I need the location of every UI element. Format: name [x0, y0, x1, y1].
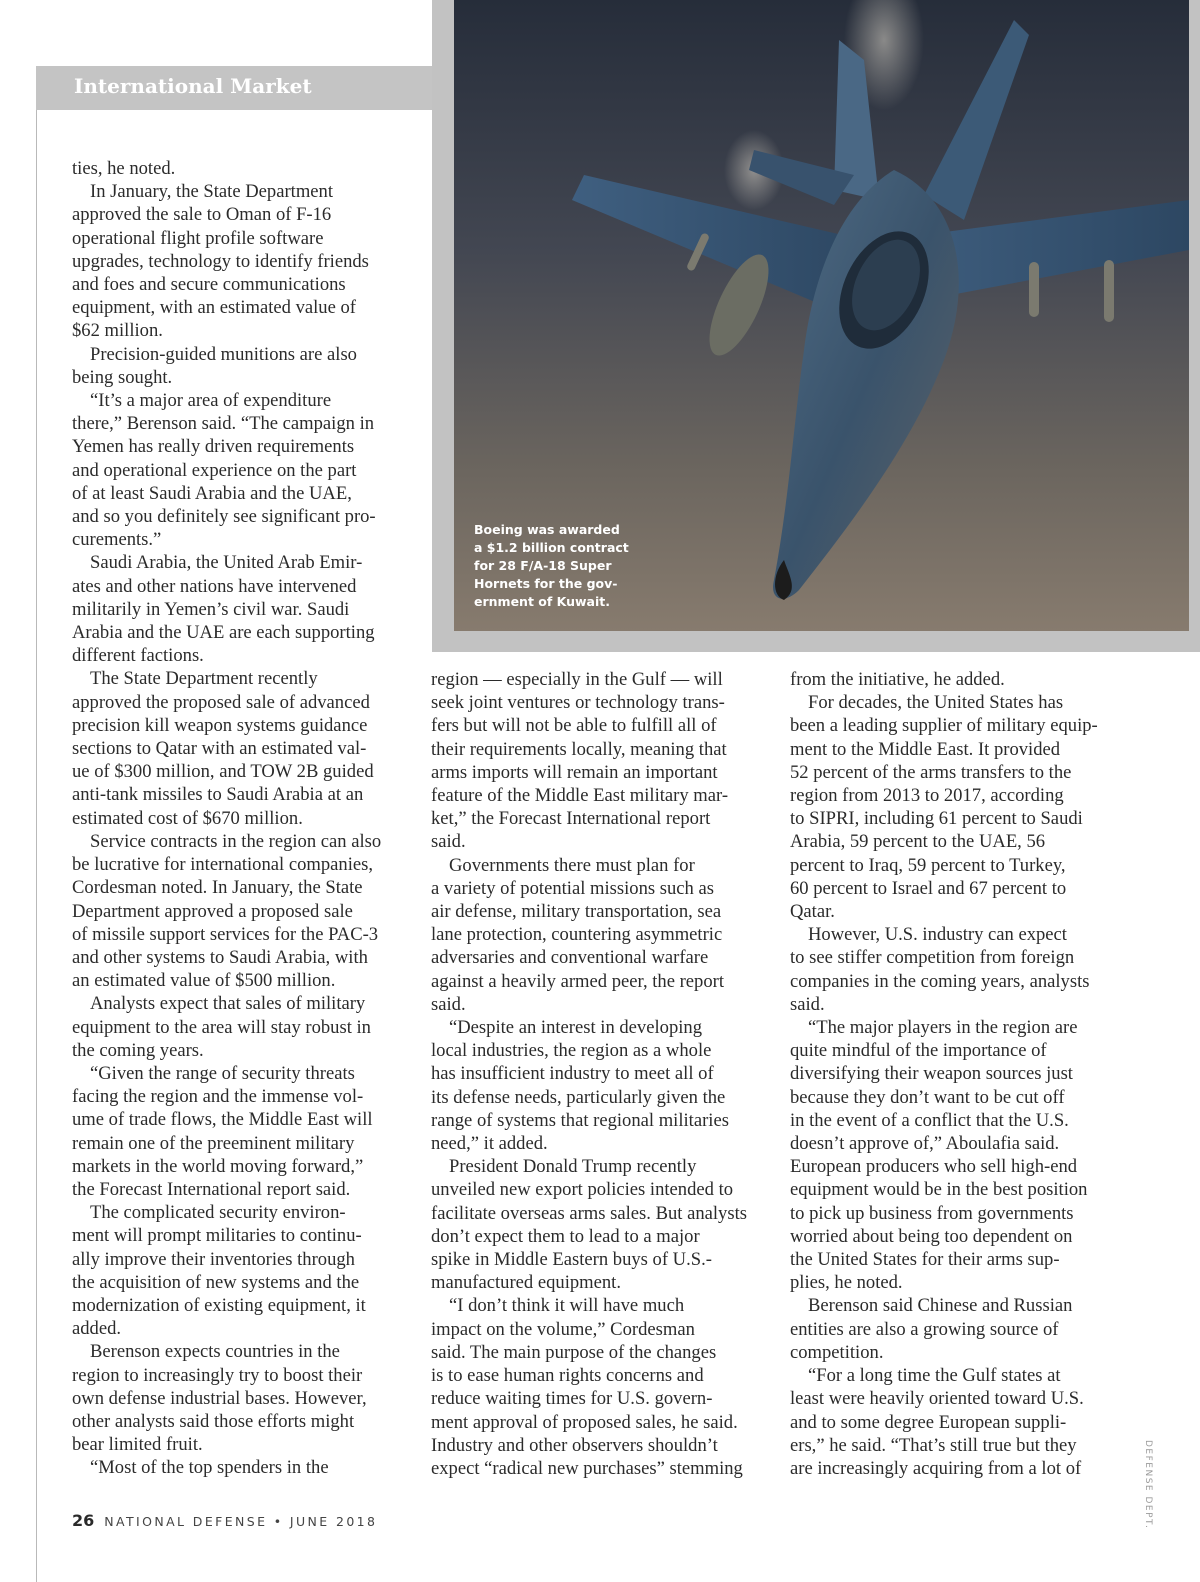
text-line: added.	[72, 1318, 122, 1340]
section-title: International Market	[74, 74, 312, 98]
photo-caption	[474, 521, 644, 611]
article-paragraph	[790, 1294, 1122, 1364]
article-paragraph	[72, 1456, 400, 1479]
text-line: remain one of the preeminent military	[72, 1132, 355, 1154]
section-header-bar	[36, 66, 434, 110]
article-column-3	[790, 668, 1122, 1480]
text-line: be lucrative for international companies,	[72, 854, 373, 876]
article-column-1	[72, 157, 400, 1480]
page-number: 26	[72, 1511, 95, 1530]
text-line: facing the region and the immense vol-	[72, 1086, 364, 1108]
text-line: been a leading supplier of military equip-	[790, 715, 1098, 737]
text-line: “Most of the top spenders in the	[90, 1457, 329, 1479]
text-line: equipment to the area will stay robust in	[72, 1016, 371, 1038]
text-line: said.	[431, 831, 466, 853]
text-line: President Donald Trump recently	[449, 1156, 697, 1178]
text-line: air defense, military transportation, sea	[431, 901, 722, 923]
text-line: “I don’t think it will have much	[449, 1295, 685, 1317]
text-line: 60 percent to Israel and 67 percent to	[790, 877, 1067, 899]
text-line: markets in the world moving forward,”	[72, 1155, 364, 1177]
text-line: of missile support services for the PAC-3	[72, 923, 379, 945]
caption-line: for 28 F/A-18 Super	[474, 558, 612, 573]
text-line: For decades, the United States has	[808, 692, 1064, 714]
text-line: Arabia, 59 percent to the UAE, 56	[790, 831, 1046, 853]
text-line: said. The main purpose of the changes	[431, 1341, 717, 1363]
text-line: need,” it added.	[431, 1133, 548, 1155]
article-paragraph	[790, 1016, 1122, 1294]
text-line: own defense industrial bases. However,	[72, 1387, 367, 1409]
text-line: companies in the coming years, analysts	[790, 970, 1090, 992]
text-line: lane protection, countering asymmetric	[431, 924, 723, 946]
text-line: local industries, the region as a whole	[431, 1040, 712, 1062]
text-line: Precision-guided munitions are also	[90, 343, 357, 365]
text-line: other analysts said those efforts might	[72, 1410, 355, 1432]
text-line: equipment, with an estimated value of	[72, 297, 356, 319]
article-paragraph	[72, 1201, 400, 1340]
caption-line: a $1.2 billion contract	[474, 540, 629, 555]
article-paragraph	[72, 1340, 400, 1456]
text-line: doesn’t approve of,” Aboulafia said.	[790, 1133, 1060, 1155]
article-paragraph	[431, 1016, 761, 1155]
text-line: ment will prompt militaries to continu-	[72, 1225, 362, 1247]
text-line: worried about being too dependent on	[790, 1225, 1073, 1247]
text-line: “Given the range of security threats	[90, 1062, 355, 1084]
text-line: manufactured equipment.	[431, 1272, 621, 1294]
article-paragraph	[72, 157, 400, 180]
text-line: of at least Saudi Arabia and the UAE,	[72, 482, 352, 504]
article-paragraph	[431, 668, 761, 854]
text-line: precision kill weapon systems guidance	[72, 714, 368, 736]
text-line: competition.	[790, 1341, 884, 1363]
publication-line: NATIONAL DEFENSE • JUNE 2018	[104, 1514, 378, 1529]
text-line: Service contracts in the region can also	[90, 830, 382, 852]
text-line: quite mindful of the importance of	[790, 1040, 1047, 1062]
article-paragraph	[790, 1364, 1122, 1480]
text-line: and operational experience on the part	[72, 459, 357, 481]
article-paragraph	[72, 830, 400, 992]
text-line: diversifying their weapon sources just	[790, 1063, 1073, 1085]
text-line: an estimated value of $500 million.	[72, 970, 336, 992]
text-line: spike in Middle Eastern buys of U.S.-	[431, 1249, 712, 1271]
text-line: in the event of a conflict that the U.S.	[790, 1109, 1069, 1131]
article-paragraph	[790, 668, 1122, 691]
text-line: to SIPRI, including 61 percent to Saudi	[790, 808, 1083, 830]
text-line: ment approval of proposed sales, he said.	[431, 1411, 738, 1433]
text-line: ume of trade flows, the Middle East will	[72, 1109, 373, 1131]
text-line: bear limited fruit.	[72, 1434, 203, 1456]
text-line: modernization of existing equipment, it	[72, 1294, 366, 1316]
text-line: Yemen has really driven requirements	[72, 436, 355, 458]
text-line: the United States for their arms sup-	[790, 1249, 1060, 1271]
article-paragraph	[72, 992, 400, 1062]
caption-line: Hornets for the gov-	[474, 576, 618, 591]
text-line: $62 million.	[72, 320, 163, 342]
text-line: their requirements locally, meaning that	[431, 738, 727, 760]
text-line: has insufficient industry to meet all of	[431, 1063, 714, 1085]
text-line: reduce waiting times for U.S. govern-	[431, 1388, 713, 1410]
text-line: Arabia and the UAE are each supporting	[72, 622, 375, 644]
text-line: However, U.S. industry can expect	[808, 924, 1067, 946]
text-line: region — especially in the Gulf — will	[431, 669, 723, 690]
text-line: approved the proposed sale of advanced	[72, 691, 370, 713]
text-line: percent to Iraq, 59 percent to Turkey,	[790, 854, 1066, 876]
text-line: region to increasingly try to boost their	[72, 1364, 363, 1386]
article-paragraph	[72, 551, 400, 667]
text-line: sections to Qatar with an estimated val-	[72, 738, 367, 760]
text-line: expect “radical new purchases” stemming	[431, 1457, 743, 1479]
text-line: said.	[790, 993, 825, 1015]
text-line: the coming years.	[72, 1039, 204, 1061]
text-line: militarily in Yemen’s civil war. Saudi	[72, 598, 350, 620]
text-line: range of systems that regional militaries	[431, 1109, 729, 1131]
text-line: feature of the Middle East military mar-	[431, 785, 729, 807]
text-line: and to some degree European suppli-	[790, 1411, 1067, 1433]
text-line: different factions.	[72, 645, 204, 667]
text-line: are increasingly acquiring from a lot of	[790, 1457, 1082, 1479]
article-column-2	[431, 668, 761, 1480]
article-paragraph	[431, 1155, 761, 1294]
text-line: the Forecast International report said.	[72, 1178, 351, 1200]
page-left-rule	[36, 66, 37, 1582]
text-line: arms imports will remain an important	[431, 761, 718, 783]
text-line: adversaries and conventional warfare	[431, 947, 709, 969]
text-line: Governments there must plan for	[449, 854, 695, 876]
article-paragraph	[72, 180, 400, 342]
text-line: The complicated security environ-	[90, 1202, 346, 1224]
text-line: Cordesman noted. In January, the State	[72, 877, 363, 899]
article-paragraph	[72, 343, 400, 389]
text-line: “Despite an interest in developing	[449, 1017, 703, 1039]
text-line: In January, the State Department	[90, 181, 334, 203]
caption-line: ernment of Kuwait.	[474, 594, 611, 609]
text-line: ties, he noted.	[72, 158, 176, 179]
text-line: to see stiffer competition from foreign	[790, 947, 1075, 969]
article-paragraph	[72, 1062, 400, 1201]
text-line: plies, he noted.	[790, 1272, 903, 1294]
text-line: fers but will not be able to fulfill all of	[431, 715, 717, 737]
text-line: operational flight profile software	[72, 227, 324, 249]
text-line: facilitate overseas arms sales. But analysts	[431, 1202, 747, 1224]
text-line: approved the sale to Oman of F-16	[72, 204, 332, 226]
article-paragraph	[72, 667, 400, 829]
text-line: ket,” the Forecast International report	[431, 808, 711, 830]
text-line: because they don’t want to be cut off	[790, 1086, 1065, 1108]
text-line: “The major players in the region are	[808, 1017, 1078, 1039]
text-line: a variety of potential missions such as	[431, 877, 714, 899]
text-line: curements.”	[72, 529, 162, 551]
text-line: estimated cost of $670 million.	[72, 807, 303, 829]
text-line: being sought.	[72, 366, 173, 388]
text-line: against a heavily armed peer, the report	[431, 970, 725, 992]
text-line: “It’s a major area of expenditure	[90, 390, 332, 412]
text-line: The State Department recently	[90, 668, 318, 690]
photo-credit: DEFENSE DEPT.	[1143, 1440, 1153, 1530]
text-line: Saudi Arabia, the United Arab Emir-	[90, 552, 363, 574]
text-line: to pick up business from governments	[790, 1202, 1074, 1224]
caption-line: Boeing was awarded	[474, 522, 620, 537]
text-line: is to ease human rights concerns and	[431, 1365, 704, 1387]
text-line: ates and other nations have intervened	[72, 575, 357, 597]
text-line: Berenson said Chinese and Russian	[808, 1295, 1073, 1317]
text-line: ue of $300 million, and TOW 2B guided	[72, 761, 374, 783]
page-footer	[72, 1511, 377, 1531]
article-paragraph	[431, 854, 761, 1016]
text-line: the acquisition of new systems and the	[72, 1271, 360, 1293]
text-line: ment to the Middle East. It provided	[790, 738, 1061, 760]
text-line: impact on the volume,” Cordesman	[431, 1318, 695, 1340]
text-line: and other systems to Saudi Arabia, with	[72, 946, 368, 968]
text-line: European producers who sell high-end	[790, 1156, 1078, 1178]
text-line: Qatar.	[790, 901, 835, 923]
text-line: its defense needs, particularly given the	[431, 1086, 726, 1108]
text-line: unveiled new export policies intended to	[431, 1179, 734, 1201]
article-paragraph	[431, 1294, 761, 1480]
text-line: said.	[431, 993, 466, 1015]
text-line: don’t expect them to lead to a major	[431, 1225, 700, 1247]
text-line: from the initiative, he added.	[790, 669, 1005, 690]
text-line: seek joint ventures or technology trans-	[431, 692, 725, 714]
text-line: and foes and secure communications	[72, 274, 346, 296]
text-line: Berenson expects countries in the	[90, 1341, 340, 1363]
text-line: 52 percent of the arms transfers to the	[790, 761, 1072, 783]
text-line: ers,” he said. “That’s still true but they	[790, 1434, 1077, 1456]
text-line: Analysts expect that sales of military	[90, 993, 366, 1015]
article-paragraph	[790, 923, 1122, 1016]
article-paragraph	[72, 389, 400, 551]
text-line: upgrades, technology to identify friends	[72, 250, 369, 272]
text-line: entities are also a growing source of	[790, 1318, 1059, 1340]
text-line: equipment would be in the best position	[790, 1179, 1088, 1201]
text-line: anti-tank missiles to Saudi Arabia at an	[72, 784, 364, 806]
text-line: there,” Berenson said. “The campaign in	[72, 413, 375, 435]
text-line: region from 2013 to 2017, according	[790, 785, 1064, 807]
text-line: Department approved a proposed sale	[72, 900, 353, 922]
text-line: ally improve their inventories through	[72, 1248, 355, 1270]
text-line: least were heavily oriented toward U.S.	[790, 1388, 1084, 1410]
article-paragraph	[790, 691, 1122, 923]
text-line: Industry and other observers shouldn’t	[431, 1434, 718, 1456]
text-line: and so you definitely see significant pro-	[72, 506, 376, 528]
text-line: “For a long time the Gulf states at	[808, 1365, 1061, 1387]
